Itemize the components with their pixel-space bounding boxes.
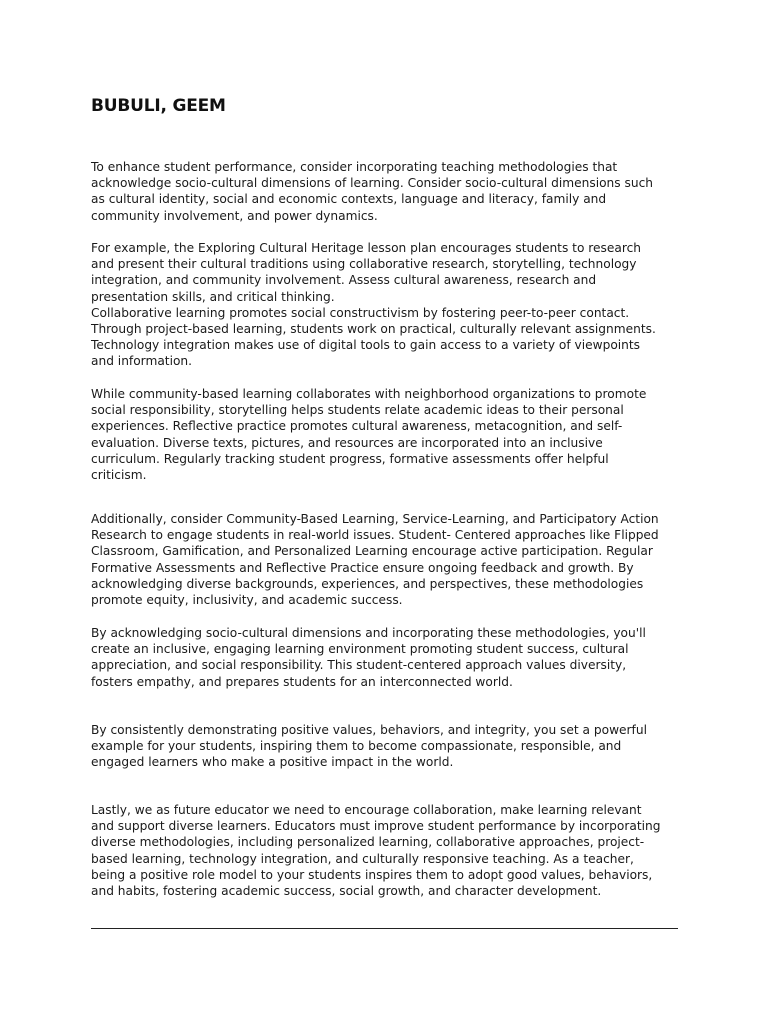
document-title: BUBULI, GEEM [91,96,226,116]
paragraph-inclusive-environment: By acknowledging socio-cultural dimensions and incorporating these methodologies, you'll create an inclusive, engaging learning environment promoting student success, cultural appreciation, and social responsibility. This student-centered approach values diversity, fosters empathy, and prepares students for an interconnected world. [91,626,646,689]
paragraph-example: For example, the Exploring Cultural Heritage lesson plan encourages students to research and present their cultural traditions using collaborative research, storytelling, technology integration, and community involvement. Assess cultural awareness, research and presentation skills, and critical thinking. Collaborative learning promotes social constructivism by fostering peer-to-peer contact. Through project-based learning, students work on practical, culturally relevant assignments. Technology integration makes use of digital tools to gain access to a variety of viewpoints and information. [91,241,656,369]
paragraph-positive-values: By consistently demonstrating positive values, behaviors, and integrity, you set a powerful example for your students, inspiring them to become compassionate, responsible, and engaged learners who make a positive impact in the world. [91,723,647,770]
paragraph-conclusion: Lastly, we as future educator we need to encourage collaboration, make learning relevant and support diverse learners. Educators must improve student performance by incorporating diverse methodologies, including personalized learning, collaborative approaches, project- based learning, technology integration, and culturally responsive teaching. As a teacher, being a positive role model to your students inspires them to adopt good values, behaviors, and habits, fostering academic success, social growth, and character development. [91,803,661,899]
paragraph-community-learning: While community-based learning collaborates with neighborhood organizations to promote social responsibility, storytelling helps students relate academic ideas to their personal experiences. Reflective practice promotes cultural awareness, metacognition, and self- evaluation. Diverse texts, pictures, and resources are incorporated into an inclusive curriculum. Regularly tracking student progress, formative assessments offer helpful criticism. [91,387,647,483]
footer-divider [91,928,678,929]
paragraph-additional-approaches: Additionally, consider Community-Based Learning, Service-Learning, and Participatory Action Research to engage students in real-world issues. Student- Centered approaches like Flipped Classroom, Gamification, and Personalized Learning encourage active participation. Regular Formative Assessments and Reflective Practice ensure ongoing feedback and growth. By acknowledging diverse backgrounds, experiences, and perspectives, these methodologies promote equity, inclusivity, and academic success. [91,512,659,608]
paragraph-intro: To enhance student performance, consider incorporating teaching methodologies that acknowledge socio-cultural dimensions of learning. Consider socio-cultural dimensions such as cultural identity, social and economic contexts, language and literacy, family and community involvement, and power dynamics. [91,160,654,223]
